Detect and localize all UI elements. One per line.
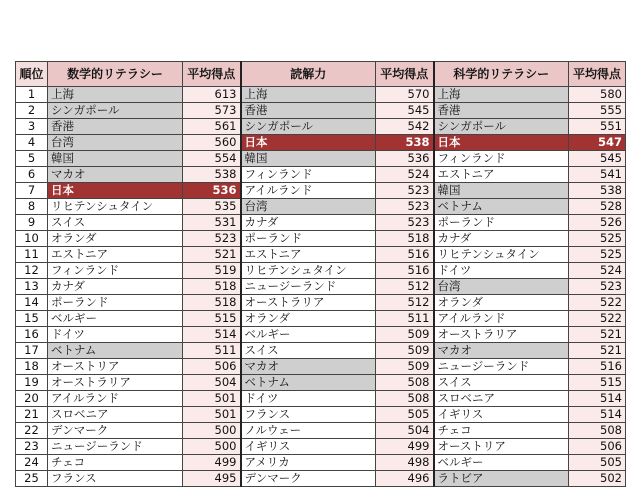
science-country-cell: 台湾 <box>434 279 569 295</box>
reading-score-cell: 509 <box>376 343 434 359</box>
rank-cell: 4 <box>16 135 48 151</box>
rank-cell: 3 <box>16 119 48 135</box>
math-country-cell: ニュージーランド <box>48 439 183 455</box>
math-score-cell: 515 <box>183 311 241 327</box>
reading-score-cell: 545 <box>376 103 434 119</box>
reading-score-cell: 536 <box>376 151 434 167</box>
reading-country-cell: ポーランド <box>241 231 376 247</box>
reading-country-cell: 日本 <box>241 135 376 151</box>
reading-score-cell: 508 <box>376 375 434 391</box>
math-score-cell: 536 <box>183 183 241 199</box>
science-score-cell: 525 <box>569 247 626 263</box>
math-score-cell: 573 <box>183 103 241 119</box>
math-score-cell: 500 <box>183 439 241 455</box>
reading-score-cell: 511 <box>376 311 434 327</box>
science-country-cell: 香港 <box>434 103 569 119</box>
science-country-cell: フィンランド <box>434 151 569 167</box>
rank-cell: 20 <box>16 391 48 407</box>
science-score-cell: 514 <box>569 407 626 423</box>
math-header: 数学的リテラシー <box>48 62 183 87</box>
science-country-cell: ベトナム <box>434 199 569 215</box>
reading-header: 読解力 <box>241 62 376 87</box>
table-row <box>16 135 626 151</box>
science-score-cell: 506 <box>569 439 626 455</box>
science-score-cell: 541 <box>569 167 626 183</box>
reading-country-cell: スイス <box>241 343 376 359</box>
rank-cell: 6 <box>16 167 48 183</box>
table-row <box>16 391 626 407</box>
math-score-cell: 518 <box>183 295 241 311</box>
science-score-cell: 522 <box>569 311 626 327</box>
reading-country-cell: アイルランド <box>241 183 376 199</box>
math-score-cell: 523 <box>183 231 241 247</box>
reading-score-header: 平均得点 <box>376 62 434 87</box>
reading-score-cell: 504 <box>376 423 434 439</box>
table-row <box>16 439 626 455</box>
reading-score-cell: 505 <box>376 407 434 423</box>
math-score-cell: 538 <box>183 167 241 183</box>
reading-country-cell: 韓国 <box>241 151 376 167</box>
reading-country-cell: 上海 <box>241 87 376 103</box>
science-score-cell: 508 <box>569 423 626 439</box>
reading-score-cell: 498 <box>376 455 434 471</box>
reading-country-cell: マカオ <box>241 359 376 375</box>
math-score-header: 平均得点 <box>183 62 241 87</box>
science-score-cell: 524 <box>569 263 626 279</box>
reading-country-cell: エストニア <box>241 247 376 263</box>
science-country-cell: スイス <box>434 375 569 391</box>
science-country-cell: マカオ <box>434 343 569 359</box>
reading-country-cell: フランス <box>241 407 376 423</box>
rank-cell: 16 <box>16 327 48 343</box>
math-score-cell: 535 <box>183 199 241 215</box>
math-country-cell: マカオ <box>48 167 183 183</box>
rank-cell: 2 <box>16 103 48 119</box>
table-row <box>16 279 626 295</box>
rank-cell: 18 <box>16 359 48 375</box>
reading-country-cell: デンマーク <box>241 471 376 487</box>
science-country-cell: ベルギー <box>434 455 569 471</box>
math-country-cell: ポーランド <box>48 295 183 311</box>
math-country-cell: デンマーク <box>48 423 183 439</box>
science-country-cell: 日本 <box>434 135 569 151</box>
rank-cell: 25 <box>16 471 48 487</box>
reading-score-cell: 523 <box>376 183 434 199</box>
math-country-cell: オーストラリア <box>48 375 183 391</box>
science-score-cell: 538 <box>569 183 626 199</box>
ranking-body <box>16 87 626 487</box>
math-score-cell: 554 <box>183 151 241 167</box>
rank-header: 順位 <box>16 62 48 87</box>
table-row <box>16 263 626 279</box>
reading-score-cell: 542 <box>376 119 434 135</box>
math-score-cell: 531 <box>183 215 241 231</box>
header-row <box>16 62 626 87</box>
ranking-table <box>15 61 626 487</box>
science-country-cell: リヒテンシュタイン <box>434 247 569 263</box>
table-row <box>16 375 626 391</box>
reading-country-cell: アメリカ <box>241 455 376 471</box>
math-country-cell: アイルランド <box>48 391 183 407</box>
math-score-cell: 514 <box>183 327 241 343</box>
math-country-cell: ドイツ <box>48 327 183 343</box>
math-score-cell: 560 <box>183 135 241 151</box>
science-country-cell: イギリス <box>434 407 569 423</box>
math-score-cell: 504 <box>183 375 241 391</box>
rank-cell: 10 <box>16 231 48 247</box>
table-row <box>16 231 626 247</box>
reading-country-cell: ドイツ <box>241 391 376 407</box>
table-row <box>16 103 626 119</box>
math-country-cell: ベトナム <box>48 343 183 359</box>
math-score-cell: 499 <box>183 455 241 471</box>
table-row <box>16 359 626 375</box>
reading-country-cell: ニュージーランド <box>241 279 376 295</box>
table-row <box>16 343 626 359</box>
science-score-cell: 505 <box>569 455 626 471</box>
science-score-cell: 521 <box>569 343 626 359</box>
reading-country-cell: フィンランド <box>241 167 376 183</box>
math-score-cell: 501 <box>183 407 241 423</box>
reading-country-cell: オーストラリア <box>241 295 376 311</box>
rank-cell: 23 <box>16 439 48 455</box>
math-country-cell: スイス <box>48 215 183 231</box>
rank-cell: 19 <box>16 375 48 391</box>
science-country-cell: ニュージーランド <box>434 359 569 375</box>
science-score-cell: 522 <box>569 295 626 311</box>
table-row <box>16 407 626 423</box>
table-row <box>16 87 626 103</box>
math-country-cell: フィンランド <box>48 263 183 279</box>
science-score-cell: 547 <box>569 135 626 151</box>
science-country-cell: チェコ <box>434 423 569 439</box>
science-score-cell: 526 <box>569 215 626 231</box>
reading-score-cell: 523 <box>376 215 434 231</box>
science-score-cell: 502 <box>569 471 626 487</box>
table-row <box>16 215 626 231</box>
rank-cell: 5 <box>16 151 48 167</box>
reading-score-cell: 512 <box>376 279 434 295</box>
rank-cell: 24 <box>16 455 48 471</box>
math-score-cell: 501 <box>183 391 241 407</box>
math-country-cell: カナダ <box>48 279 183 295</box>
reading-score-cell: 538 <box>376 135 434 151</box>
science-country-cell: アイルランド <box>434 311 569 327</box>
rank-cell: 21 <box>16 407 48 423</box>
science-country-cell: ラトビア <box>434 471 569 487</box>
math-country-cell: リヒテンシュタイン <box>48 199 183 215</box>
science-score-cell: 555 <box>569 103 626 119</box>
rank-cell: 7 <box>16 183 48 199</box>
science-score-cell: 516 <box>569 359 626 375</box>
reading-score-cell: 523 <box>376 199 434 215</box>
table-row <box>16 151 626 167</box>
reading-country-cell: イギリス <box>241 439 376 455</box>
science-country-cell: エストニア <box>434 167 569 183</box>
table-row <box>16 247 626 263</box>
science-score-cell: 515 <box>569 375 626 391</box>
table-row <box>16 183 626 199</box>
math-country-cell: エストニア <box>48 247 183 263</box>
science-country-cell: ドイツ <box>434 263 569 279</box>
math-country-cell: フランス <box>48 471 183 487</box>
rank-cell: 13 <box>16 279 48 295</box>
reading-country-cell: シンガポール <box>241 119 376 135</box>
reading-country-cell: ノルウェー <box>241 423 376 439</box>
reading-country-cell: カナダ <box>241 215 376 231</box>
math-country-cell: ベルギー <box>48 311 183 327</box>
math-country-cell: 台湾 <box>48 135 183 151</box>
reading-score-cell: 512 <box>376 295 434 311</box>
math-country-cell: シンガポール <box>48 103 183 119</box>
reading-score-cell: 509 <box>376 327 434 343</box>
science-score-header: 平均得点 <box>569 62 626 87</box>
rank-cell: 1 <box>16 87 48 103</box>
math-score-cell: 518 <box>183 279 241 295</box>
math-country-cell: オランダ <box>48 231 183 247</box>
rank-cell: 22 <box>16 423 48 439</box>
table-row <box>16 423 626 439</box>
reading-country-cell: 台湾 <box>241 199 376 215</box>
science-country-cell: シンガポール <box>434 119 569 135</box>
reading-score-cell: 499 <box>376 439 434 455</box>
science-score-cell: 551 <box>569 119 626 135</box>
science-country-cell: カナダ <box>434 231 569 247</box>
science-score-cell: 528 <box>569 199 626 215</box>
math-score-cell: 500 <box>183 423 241 439</box>
science-score-cell: 521 <box>569 327 626 343</box>
math-country-cell: 香港 <box>48 119 183 135</box>
reading-country-cell: 香港 <box>241 103 376 119</box>
rank-cell: 9 <box>16 215 48 231</box>
table-row <box>16 311 626 327</box>
math-score-cell: 506 <box>183 359 241 375</box>
table-row <box>16 471 626 487</box>
math-score-cell: 521 <box>183 247 241 263</box>
science-country-cell: 上海 <box>434 87 569 103</box>
math-country-cell: オーストリア <box>48 359 183 375</box>
math-score-cell: 561 <box>183 119 241 135</box>
science-score-cell: 525 <box>569 231 626 247</box>
science-country-cell: オーストラリア <box>434 327 569 343</box>
science-score-cell: 580 <box>569 87 626 103</box>
table-row <box>16 295 626 311</box>
math-country-cell: スロベニア <box>48 407 183 423</box>
science-country-cell: 韓国 <box>434 183 569 199</box>
math-score-cell: 495 <box>183 471 241 487</box>
science-country-cell: オーストリア <box>434 439 569 455</box>
rank-cell: 8 <box>16 199 48 215</box>
reading-score-cell: 516 <box>376 263 434 279</box>
reading-score-cell: 524 <box>376 167 434 183</box>
rank-cell: 12 <box>16 263 48 279</box>
table-row <box>16 199 626 215</box>
reading-country-cell: オランダ <box>241 311 376 327</box>
reading-score-cell: 518 <box>376 231 434 247</box>
science-country-cell: スロベニア <box>434 391 569 407</box>
science-country-cell: オランダ <box>434 295 569 311</box>
math-country-cell: チェコ <box>48 455 183 471</box>
reading-score-cell: 509 <box>376 359 434 375</box>
science-score-cell: 545 <box>569 151 626 167</box>
reading-score-cell: 516 <box>376 247 434 263</box>
rank-cell: 11 <box>16 247 48 263</box>
reading-score-cell: 508 <box>376 391 434 407</box>
reading-country-cell: ベルギー <box>241 327 376 343</box>
math-country-cell: 日本 <box>48 183 183 199</box>
science-country-cell: ポーランド <box>434 215 569 231</box>
table-row <box>16 327 626 343</box>
math-score-cell: 519 <box>183 263 241 279</box>
math-score-cell: 511 <box>183 343 241 359</box>
table-row <box>16 455 626 471</box>
rank-cell: 17 <box>16 343 48 359</box>
reading-score-cell: 570 <box>376 87 434 103</box>
reading-score-cell: 496 <box>376 471 434 487</box>
reading-country-cell: リヒテンシュタイン <box>241 263 376 279</box>
rank-cell: 15 <box>16 311 48 327</box>
math-country-cell: 上海 <box>48 87 183 103</box>
rank-cell: 14 <box>16 295 48 311</box>
science-score-cell: 523 <box>569 279 626 295</box>
science-header: 科学的リテラシー <box>434 62 569 87</box>
reading-country-cell: ベトナム <box>241 375 376 391</box>
math-score-cell: 613 <box>183 87 241 103</box>
table-row <box>16 167 626 183</box>
table-row <box>16 119 626 135</box>
math-country-cell: 韓国 <box>48 151 183 167</box>
science-score-cell: 514 <box>569 391 626 407</box>
